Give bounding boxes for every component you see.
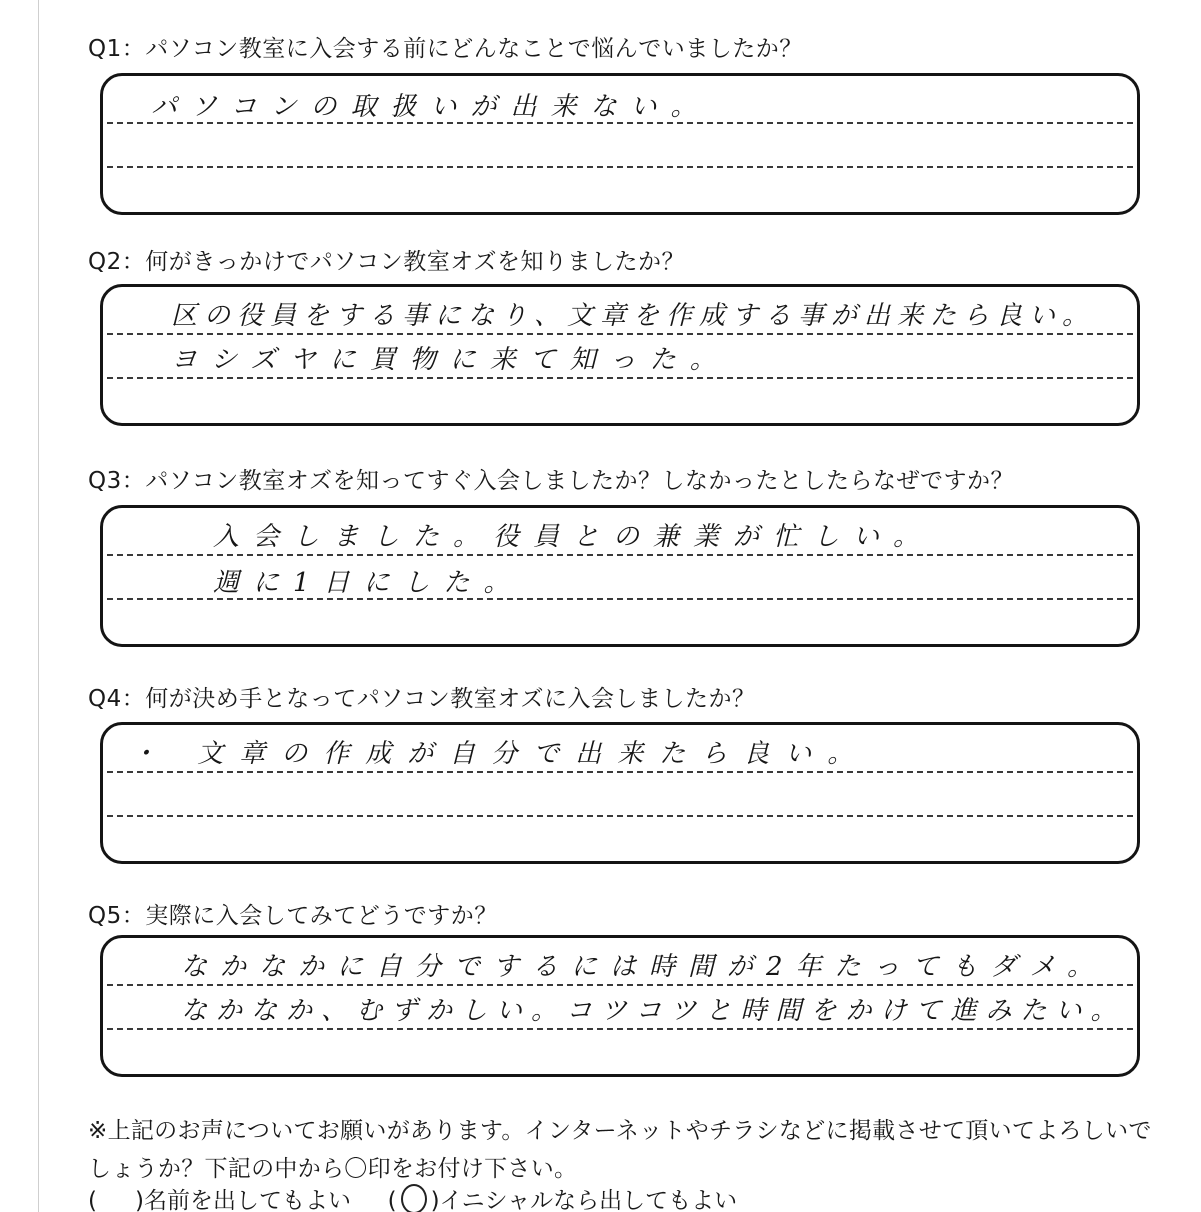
option-2-label: )イニシャルなら出してもよい <box>430 1188 738 1212</box>
option-1-label: )名前を出してもよい <box>134 1188 351 1212</box>
option-2-open-paren: ( <box>387 1188 397 1212</box>
answer-box-5 <box>100 935 1140 1077</box>
answer-5-line-2: なかなか、むずかしい。コツコツと時間をかけて進みたい。 <box>181 996 1126 1026</box>
question-4-label: Q4：何が決め手となってパソコン教室オズに入会しましたか？ <box>88 686 756 712</box>
answer-guide-line <box>107 1028 1133 1030</box>
answer-guide-line <box>107 554 1133 556</box>
answer-guide-line <box>107 771 1133 773</box>
answer-guide-line <box>107 377 1133 379</box>
answer-box-2 <box>100 284 1140 426</box>
question-2-label: Q2：何がきっかけでパソコン教室オズを知りましたか？ <box>88 249 686 275</box>
answer-guide-line <box>107 333 1133 335</box>
answer-box-1 <box>100 73 1140 215</box>
answer-2-line-1: 区の役員をする事になり、文章を作成する事が出来たら良い。 <box>171 301 1096 331</box>
question-5-label: Q5：実際に入会してみてどうですか？ <box>88 903 498 929</box>
consent-options <box>88 1182 737 1212</box>
question-3-label: Q3：パソコン教室オズを知ってすぐ入会しましたか？しなかったとしたらなぜですか？ <box>88 468 1015 494</box>
answer-box-4 <box>100 722 1140 864</box>
answer-guide-line <box>107 166 1133 168</box>
answer-5-line-1: なかなかに自分でするには時間が2年たってもダメ。 <box>181 952 1106 982</box>
page-edge-rule <box>38 0 39 1212</box>
question-1-label: Q1：パソコン教室に入会する前にどんなことで悩んでいましたか？ <box>88 36 803 62</box>
answer-box-3 <box>100 505 1140 647</box>
answer-4-line-1: ・ 文章の作成が自分で出来たら良い。 <box>131 739 870 769</box>
answer-2-line-2: ヨシズヤに買物に来て知った。 <box>171 345 730 375</box>
answer-3-line-1: 入会しました。役員との兼業が忙しい。 <box>213 522 934 552</box>
answer-3-line-2: 週に1日にした。 <box>213 568 524 598</box>
answer-guide-line <box>107 984 1133 986</box>
option-1-open-paren: ( <box>88 1188 97 1212</box>
consent-note: ※上記のお声についてお願いがあります。インターネットやチラシなどに掲載させて頂いてよろしいでしょうか？下記の中から〇印をお付け下さい。 <box>88 1118 1152 1182</box>
answer-1-line-1: パソコンの取扱いが出来ない。 <box>151 92 711 122</box>
answer-guide-line <box>107 815 1133 817</box>
option-2-circle-mark[interactable] <box>401 1184 427 1212</box>
